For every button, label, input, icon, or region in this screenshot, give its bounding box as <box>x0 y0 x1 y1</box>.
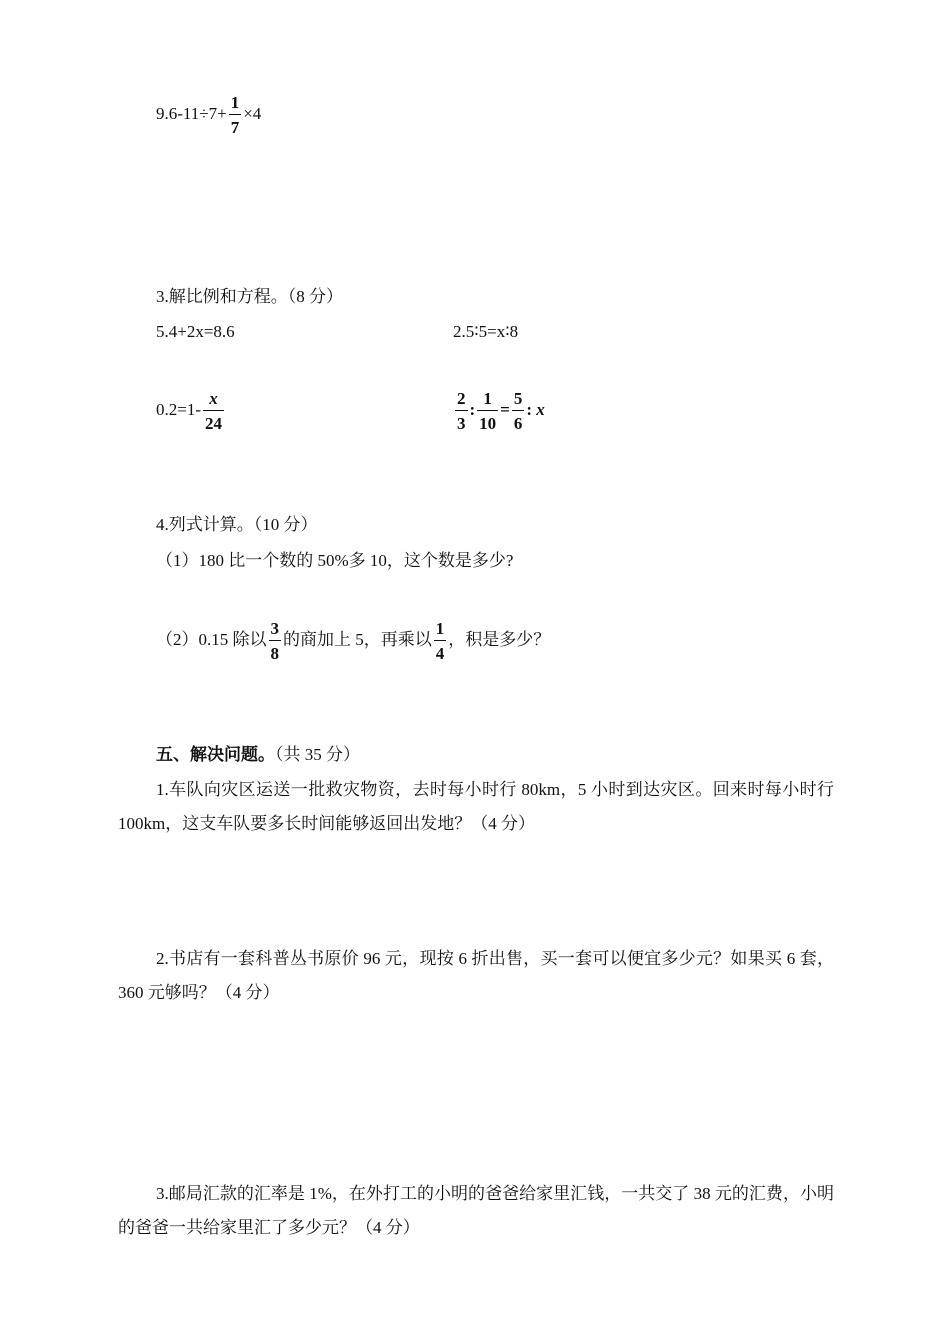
question-4-1: （1）180 比一个数的 50%多 10，这个数是多少? <box>156 551 514 570</box>
fraction-5-6: $\frac{5}{6}$ <box>513 389 523 433</box>
section-3-heading: 3.解比例和方程。（8 分） <box>156 287 343 306</box>
equation-3 <box>156 390 226 432</box>
section-5-title: 五、解决问题。 <box>156 745 275 764</box>
problem-5-2: 2.书店有一套科普丛书原价 96 元，现按 6 折出售，买一套可以便宜多少元？如果买 6 套，360 元够吗？（4 分） <box>118 949 834 1002</box>
fraction-x-over-24: $\frac{x}{24}$ <box>205 389 222 433</box>
expression-suffix: ×4 <box>243 103 262 123</box>
problem-5-3: 3.邮局汇款的汇率是 1%，在外打工的小明的爸爸给家里汇钱，一共交了 38 元的汇费，小明的爸爸一共给家里汇了多少元？（4 分） <box>118 1184 834 1237</box>
equation-4 <box>453 390 545 432</box>
fraction-2-3: $\frac{2}{3}$ <box>457 389 466 433</box>
fraction-one-seventh: $\frac{1}{7}$ <box>230 93 240 137</box>
colon-1: : <box>469 399 476 419</box>
equation-1: 5.4+2x=8.6 <box>156 322 235 341</box>
section-4-heading: 4.列式计算。（10 分） <box>156 515 318 534</box>
question-4-2: （2）0.15 除以 $\frac{3}{8}$ 的商加上 5，再乘以 $\frac{1}{4}$ ，积是多少？ <box>156 619 551 663</box>
expression-prefix: 9.6-11÷7+ <box>156 103 227 123</box>
fraction-1-4: $\frac{1}{4}$ <box>435 619 445 663</box>
section-5-score: （共 35 分） <box>275 745 360 764</box>
section-5-heading <box>156 744 360 766</box>
colon-2: : <box>526 399 533 419</box>
fraction-1-10: $\frac{1}{10}$ <box>479 389 497 433</box>
equation-2: 2.5∶5=x∶8 <box>453 322 519 341</box>
fraction-3-8: $\frac{3}{8}$ <box>270 619 279 663</box>
equation-3-prefix: 0.2=1- <box>156 399 201 419</box>
problem-5-1: 1.车队向灾区运送一批救灾物资，去时每小时行 80km，5 小时到达灾区。回来时每小时行 100km，这支车队要多长时间能够返回出发地？（4 分） <box>118 780 834 833</box>
equals-sign: = <box>500 399 510 419</box>
expression-9-6 <box>156 94 261 136</box>
variable-x: x <box>536 399 545 419</box>
